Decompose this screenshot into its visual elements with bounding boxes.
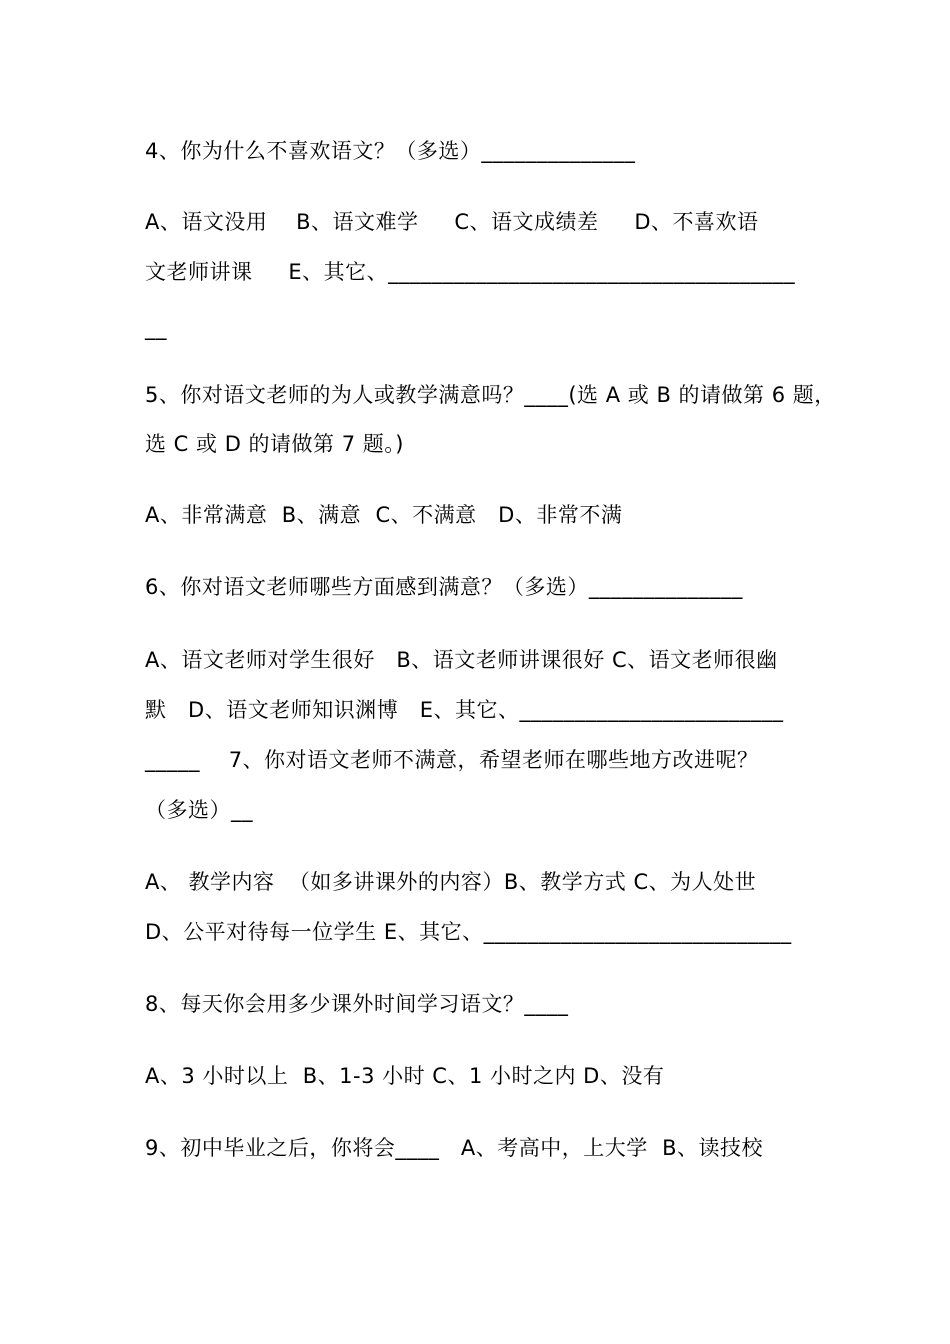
question-5-cont: 选 C 或 D 的请做第 7 题。) [145,432,404,456]
question-4: 4、你为什么不喜欢语文？（多选）______________ [145,139,636,163]
question-6-options: A、语文老师对学生很好 B、语文老师讲课很好 C、语文老师很幽 [145,648,778,672]
question-7-cont: （多选）__ [145,798,253,822]
question-6: 6、你对语文老师哪些方面感到满意？（多选）______________ [145,575,743,599]
question-4-options-cont: 文老师讲课 E、其它、_____________________________________ [145,260,796,284]
question-6-options-cont: 默 D、语文老师知识渊博 E、其它、________________________ [145,698,784,722]
question-4-options: A、语文没用 B、语文难学 C、语文成绩差 D、不喜欢语 [145,210,759,234]
question-7-options-cont: D、公平对待每一位学生 E、其它、____________________________ [145,920,792,944]
question-5: 5、你对语文老师的为人或教学满意吗？____(选 A 或 B 的请做第 6 题， [145,383,836,407]
question-4-options-blank: __ [145,316,167,340]
question-8-options: A、3 小时以上 B、1-3 小时 C、1 小时之内 D、没有 [145,1064,665,1088]
question-7-options: A、 教学内容 （如多讲课外的内容）B、教学方式 C、为人处世 [145,870,757,894]
question-5-options: A、非常满意 B、满意 C、不满意 D、非常不满 [145,503,623,527]
question-7: _____ 7、你对语文老师不满意，希望老师在哪些地方改进呢？ [145,748,759,772]
question-9: 9、初中毕业之后，你将会____ A、考高中，上大学 B、读技校 [145,1136,764,1160]
question-8: 8、每天你会用多少课外时间学习语文？____ [145,992,569,1016]
